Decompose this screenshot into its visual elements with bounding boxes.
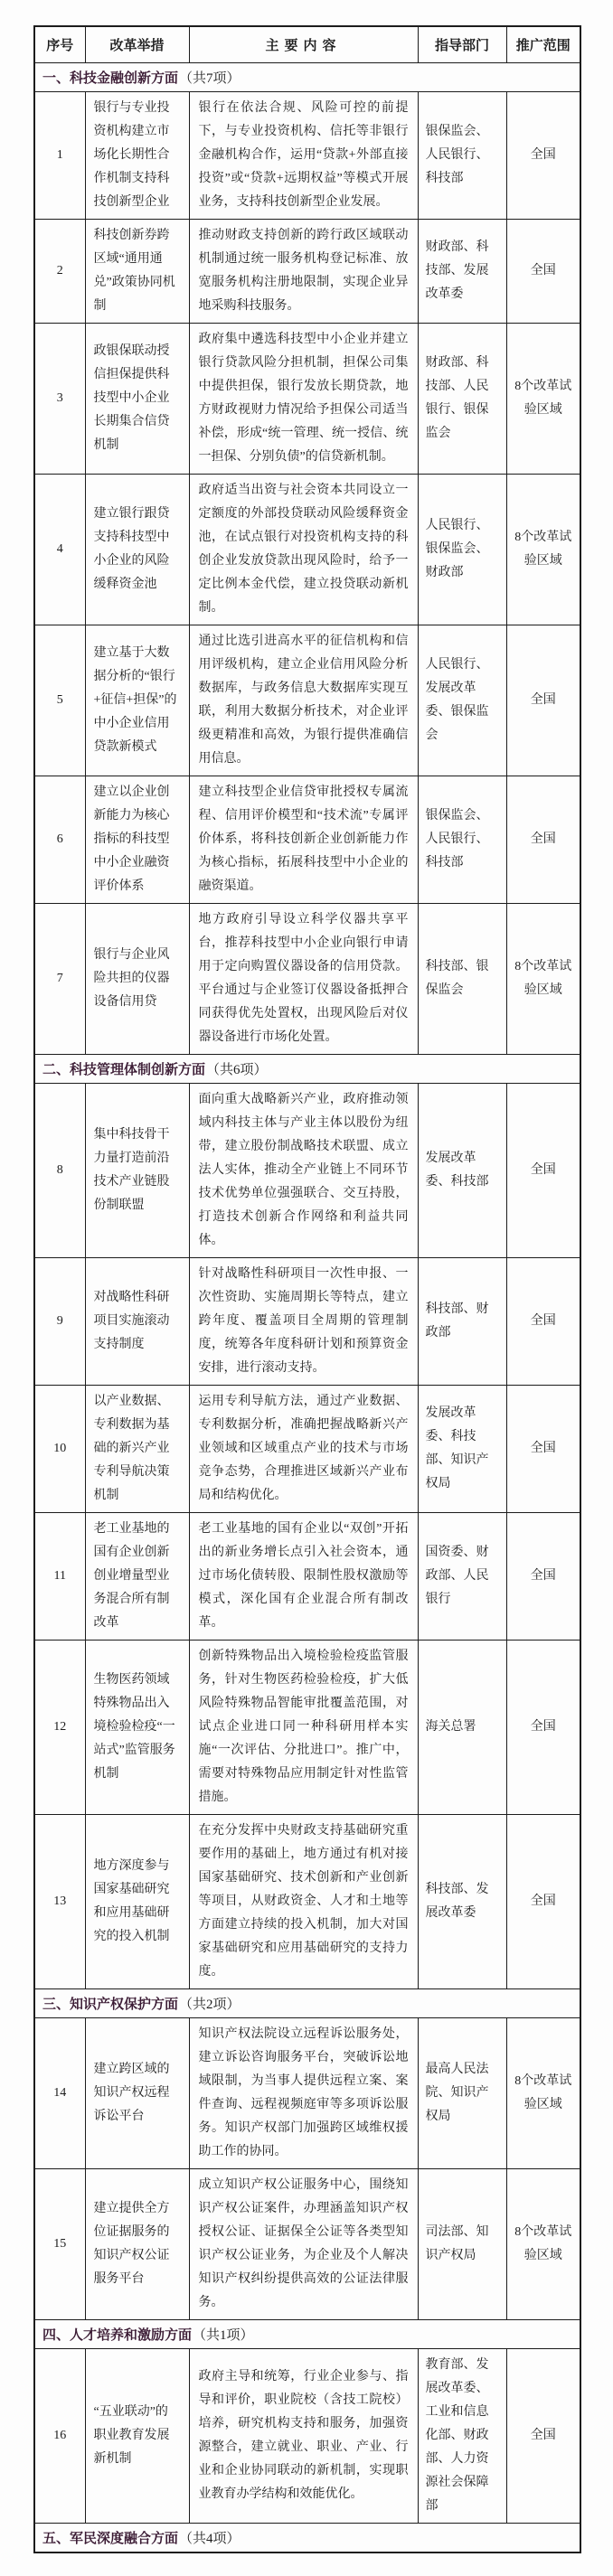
section-title-cell bbox=[34, 1055, 580, 1084]
section-header-row bbox=[34, 1989, 580, 2018]
content-text: 政府适当出资与社会资本共同设立一定额度的外部投贷联动风险缓释资金池，在试点银行对投资机构支持的科创企业发放贷款出现风险时，给予一定比例本金代偿，建立投贷联动新机制。 bbox=[189, 475, 418, 625]
section-header-row bbox=[34, 2320, 580, 2349]
content-text: 面向重大战略新兴产业，政府推动领域内科技主体与产业主体以股份为纽带，建立股份制战略技术联盟、成立法人实体，推动全产业链上不同环节技术优势单位强强联合、交互持股，打造技术创新合作网络和利益共同体。 bbox=[189, 1084, 418, 1258]
row-number: 4 bbox=[34, 475, 85, 625]
col-header-scope: 推广范围 bbox=[506, 26, 580, 63]
measure-text: 生物医药领域特殊物品出入境检验检疫“一站式”监管服务机制 bbox=[85, 1641, 189, 1815]
dept-text: 银保监会、人民银行、科技部 bbox=[418, 92, 506, 220]
measure-row bbox=[34, 324, 580, 475]
row-number: 7 bbox=[34, 904, 85, 1055]
scope-text: 全国 bbox=[506, 92, 580, 220]
row-number: 14 bbox=[34, 2018, 85, 2169]
row-number: 6 bbox=[34, 776, 85, 904]
section-title-cell bbox=[34, 63, 580, 92]
section-title: 五、军民深度融合方面 bbox=[42, 2532, 179, 2546]
measure-text: 建立以企业创新能力为核心指标的科技型中小企业融资评价体系 bbox=[85, 776, 189, 904]
measure-row bbox=[34, 904, 580, 1055]
col-header-no: 序号 bbox=[34, 26, 85, 63]
row-number: 2 bbox=[34, 220, 85, 324]
section-title-cell bbox=[34, 1989, 580, 2018]
row-number: 3 bbox=[34, 324, 85, 475]
scope-text: 全国 bbox=[506, 1513, 580, 1641]
measure-text: 地方深度参与国家基础研究和应用基础研究的投入机制 bbox=[85, 1815, 189, 1989]
content-text: 运用专利导航方法，通过产业数据、专利数据分析，准确把握战略新兴产业领域和区域重点产业的技术与市场竞争态势，合理推进区域新兴产业布局和结构优化。 bbox=[189, 1386, 418, 1513]
row-number: 16 bbox=[34, 2349, 85, 2524]
row-number: 1 bbox=[34, 92, 85, 220]
content-text: 在充分发挥中央财政支持基础研究重要作用的基础上，地方通过有机对接国家基础研究、技术创新和产业创新等项目，从财政资金、人才和土地等方面建立持续的投入机制，加大对国家基础研究和应用基础研究的支持力度。 bbox=[189, 1815, 418, 1989]
measure-row bbox=[34, 1641, 580, 1815]
row-number: 12 bbox=[34, 1641, 85, 1815]
measure-row bbox=[34, 1084, 580, 1258]
row-number: 11 bbox=[34, 1513, 85, 1641]
measure-row bbox=[34, 92, 580, 220]
measure-text: 建立银行跟贷支持科技型中小企业的风险缓释资金池 bbox=[85, 475, 189, 625]
row-number: 15 bbox=[34, 2169, 85, 2320]
content-text: 建立科技型企业信贷审批授权专属流程、信用评价模型和“技术流”专属评价体系，将科技创新企业创新能力作为核心指标，拓展科技型中小企业的融资渠道。 bbox=[189, 776, 418, 904]
dept-text: 海关总署 bbox=[418, 1641, 506, 1815]
col-header-content: 主要内容 bbox=[189, 26, 418, 63]
section-title-cell bbox=[34, 2320, 580, 2349]
measure-row bbox=[34, 625, 580, 776]
dept-text: 司法部、知识产权局 bbox=[418, 2169, 506, 2320]
dept-text: 人民银行、发展改革委、银保监会 bbox=[418, 625, 506, 776]
measure-row bbox=[34, 1513, 580, 1641]
content-text: 知识产权法院设立远程诉讼服务处，建立诉讼咨询服务平台，突破诉讼地域限制，为当事人提供远程立案、案件查询、远程视频庭审等多项诉讼服务。知识产权部门加强跨区域维权援助工作的协同。 bbox=[189, 2018, 418, 2169]
content-text: 老工业基地的国有企业以“双创”开拓出的新业务增长点引入社会资本，通过市场化债转股、限制性股权激励等模式，深化国有企业混合所有制改革。 bbox=[189, 1513, 418, 1641]
measure-text: 建立跨区域的知识产权远程诉讼平台 bbox=[85, 2018, 189, 2169]
measure-text: 建立提供全方位证据服务的知识产权公证服务平台 bbox=[85, 2169, 189, 2320]
measure-text: 政银保联动授信担保提供科技型中小企业长期集合信贷机制 bbox=[85, 324, 189, 475]
content-text: 银行在依法合规、风险可控的前提下，与专业投资机构、信托等非银行金融机构合作，运用“贷款+外部直接投资”或“贷款+远期权益”等模式开展业务，支持科技创新型企业发展。 bbox=[189, 92, 418, 220]
section-count: （共2项） bbox=[179, 1998, 240, 2012]
content-text: 政府集中遴选科技型中小企业并建立银行贷款风险分担机制，担保公司集中提供担保，银行发放长期贷款，地方财政视财力情况给予担保公司适当补偿，形成“统一管理、统一授信、统一担保、分别负债”的信贷新机制。 bbox=[189, 324, 418, 475]
section-header-row bbox=[34, 63, 580, 92]
content-text: 成立知识产权公证服务中心，围绕知识产权公证案件，办理涵盖知识产权授权公证、证据保全公证等各类型知识产权公证业务，为企业及个人解决知识产权纠纷提供高效的公证法律服务。 bbox=[189, 2169, 418, 2320]
col-header-dept: 指导部门 bbox=[418, 26, 506, 63]
measure-text: 银行与专业投资机构建立市场化长期性合作机制支持科技创新型企业 bbox=[85, 92, 189, 220]
scope-text: 全国 bbox=[506, 2349, 580, 2524]
measure-text: 老工业基地的国有企业创新创业增量型业务混合所有制改革 bbox=[85, 1513, 189, 1641]
section-title-cell bbox=[34, 2524, 580, 2553]
measure-text: 集中科技骨干力量打造前沿技术产业链股份制联盟 bbox=[85, 1084, 189, 1258]
content-text: 政府主导和统筹，行业企业参与、指导和评价，职业院校（含技工院校）培养，研究机构支持和服务，加强资源整合，建立就业、职业、产业、行业和企业协同联动的新机制，实现职业教育办学结构和效能优化。 bbox=[189, 2349, 418, 2524]
dept-text: 人民银行、银保监会、财政部 bbox=[418, 475, 506, 625]
section-count: （共7项） bbox=[179, 71, 240, 86]
measure-text: “五业联动”的职业教育发展新机制 bbox=[85, 2349, 189, 2524]
measure-row bbox=[34, 475, 580, 625]
table-header-row bbox=[34, 26, 580, 63]
section-title: 四、人才培养和激励方面 bbox=[42, 2328, 193, 2343]
content-text: 推动财政支持创新的跨行政区域联动机制通过统一服务机构登记标准、放宽服务机构注册地限制，实现企业异地采购科技服务。 bbox=[189, 220, 418, 324]
dept-text: 财政部、科技部、发展改革委 bbox=[418, 220, 506, 324]
section-title: 一、科技金融创新方面 bbox=[42, 71, 179, 86]
scope-text: 全国 bbox=[506, 220, 580, 324]
measure-row bbox=[34, 1815, 580, 1989]
measure-row bbox=[34, 1258, 580, 1386]
row-number: 10 bbox=[34, 1386, 85, 1513]
dept-text: 科技部、发展改革委 bbox=[418, 1815, 506, 1989]
dept-text: 发展改革委、科技部、知识产权局 bbox=[418, 1386, 506, 1513]
dept-text: 银保监会、人民银行、科技部 bbox=[418, 776, 506, 904]
measure-row bbox=[34, 2349, 580, 2524]
dept-text: 科技部、财政部 bbox=[418, 1258, 506, 1386]
dept-text: 发展改革委、科技部 bbox=[418, 1084, 506, 1258]
measure-text: 科技创新券跨区域“通用通兑”政策协同机制 bbox=[85, 220, 189, 324]
measure-row bbox=[34, 2169, 580, 2320]
measure-text: 以产业数据、专利数据为基础的新兴产业专利导航决策机制 bbox=[85, 1386, 189, 1513]
measure-row bbox=[34, 1386, 580, 1513]
measure-text: 银行与企业风险共担的仪器设备信用贷 bbox=[85, 904, 189, 1055]
section-header-row bbox=[34, 1055, 580, 1084]
col-header-measure: 改革举措 bbox=[85, 26, 189, 63]
content-text: 地方政府引导设立科学仪器共享平台，推荐科技型中小企业向银行申请用于定向购置仪器设备的信用贷款。平台通过与企业签订仪器设备抵押合同获得优先处置权，出现风险后对仪器设备进行市场化处置。 bbox=[189, 904, 418, 1055]
scope-text: 8个改革试验区域 bbox=[506, 904, 580, 1055]
scope-text: 8个改革试验区域 bbox=[506, 475, 580, 625]
section-count: （共4项） bbox=[179, 2532, 240, 2546]
section-title: 三、知识产权保护方面 bbox=[42, 1998, 179, 2012]
measure-row bbox=[34, 2018, 580, 2169]
measure-text: 对战略性科研项目实施滚动支持制度 bbox=[85, 1258, 189, 1386]
measure-text: 建立基于大数据分析的“银行+征信+担保”的中小企业信用贷款新模式 bbox=[85, 625, 189, 776]
section-count: （共1项） bbox=[193, 2328, 254, 2343]
row-number: 13 bbox=[34, 1815, 85, 1989]
dept-text: 国资委、财政部、人民银行 bbox=[418, 1513, 506, 1641]
dept-text: 科技部、银保监会 bbox=[418, 904, 506, 1055]
row-number: 8 bbox=[34, 1084, 85, 1258]
row-number: 9 bbox=[34, 1258, 85, 1386]
row-number: 5 bbox=[34, 625, 85, 776]
scope-text: 全国 bbox=[506, 1815, 580, 1989]
scope-text: 8个改革试验区域 bbox=[506, 2018, 580, 2169]
scope-text: 全国 bbox=[506, 776, 580, 904]
scope-text: 全国 bbox=[506, 1084, 580, 1258]
content-text: 通过比选引进高水平的征信机构和信用评级机构，建立企业信用风险分析数据库，与政务信息大数据库实现互联，利用大数据分析技术，对企业评级更精准和高效，为银行提供准确信用信息。 bbox=[189, 625, 418, 776]
scope-text: 8个改革试验区域 bbox=[506, 324, 580, 475]
measure-row bbox=[34, 220, 580, 324]
section-title: 二、科技管理体制创新方面 bbox=[42, 1063, 206, 1077]
dept-text: 最高人民法院、知识产权局 bbox=[418, 2018, 506, 2169]
section-count: （共6项） bbox=[206, 1063, 268, 1077]
scope-text: 全国 bbox=[506, 1386, 580, 1513]
scope-text: 全国 bbox=[506, 625, 580, 776]
dept-text: 财政部、科技部、人民银行、银保监会 bbox=[418, 324, 506, 475]
scope-text: 8个改革试验区域 bbox=[506, 2169, 580, 2320]
content-text: 针对战略性科研项目一次性申报、一次性资助、实施周期长等特点，建立跨年度、覆盖项目全周期的管理制度，统筹各年度科研计划和预算资金安排，进行滚动支持。 bbox=[189, 1258, 418, 1386]
measure-row bbox=[34, 776, 580, 904]
section-header-row bbox=[34, 2524, 580, 2553]
reform-measures-table bbox=[33, 25, 581, 2553]
content-text: 创新特殊物品出入境检验检疫监管服务，针对生物医药检验检疫，扩大低风险特殊物品智能审批覆盖范围，对试点企业进口同一种科研用样本实施“一次评估、分批进口”。推广中，需要对特殊物品应用制定针对性监管措施。 bbox=[189, 1641, 418, 1815]
scope-text: 全国 bbox=[506, 1258, 580, 1386]
scope-text: 全国 bbox=[506, 1641, 580, 1815]
dept-text: 教育部、发展改革委、工业和信息化部、财政部、人力资源社会保障部 bbox=[418, 2349, 506, 2524]
